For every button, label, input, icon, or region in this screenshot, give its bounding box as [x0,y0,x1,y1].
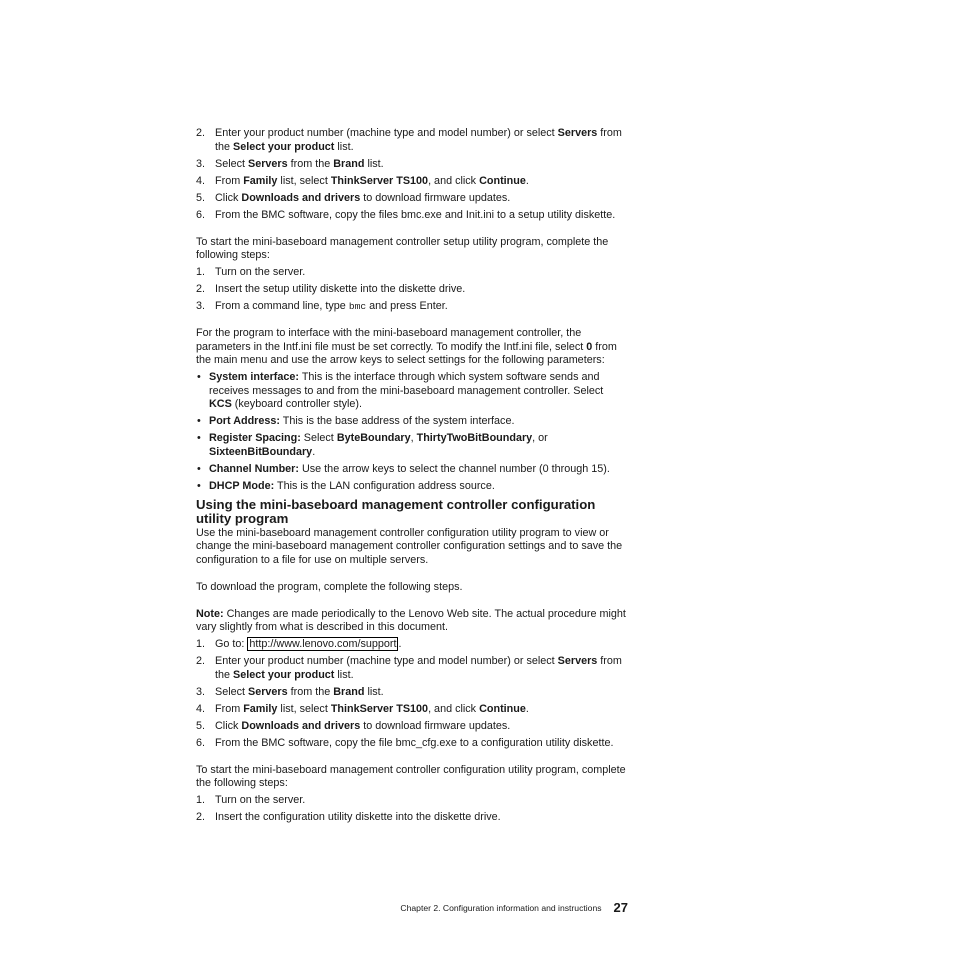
list-item: 2. Enter your product number (machine type and model number) or select Servers from the Select your product list. [196,655,622,681]
list-item: 3. Select Servers from the Brand list. [196,685,384,698]
page-footer [196,900,628,915]
chapter-title: Chapter 2. Configuration information and instructions [400,903,602,913]
document-body [196,127,628,828]
config-download-steps-list [196,638,628,750]
list-item: 5. Click Downloads and drivers to download firmware updates. [196,719,511,732]
list-item: • Channel Number: Use the arrow keys to select the channel number (0 through 15). [197,462,610,475]
download-steps-list [196,127,628,222]
config-steps-list [196,794,628,825]
list-item: • DHCP Mode: This is the LAN configuration address source. [197,479,495,492]
setup-intro-paragraph: To start the mini-baseboard management controller setup utility program, complete the following steps: [196,235,609,262]
parameter-list [196,371,628,493]
note-paragraph: Note: Changes are made periodically to the Lenovo Web site. The actual procedure might vary slightly from what is described in this document. [196,607,626,634]
list-item: 1. Turn on the server. [196,266,306,279]
list-item: 1. Go to: http://www.lenovo.com/support . [196,638,402,651]
list-item: 3. Select Servers from the Brand list. [196,157,384,170]
list-item: 4. From Family list, select ThinkServer TS100, and click Continue. [196,174,529,187]
intf-paragraph: For the program to interface with the mini-baseboard management controller, the parameters in the Intf.ini file must be set correctly. To modify the Intf.ini file, select 0 from the main menu and use the arrow keys to select settings for the following parameters: [196,327,617,367]
page-number: 27 [613,900,628,915]
list-item: • System interface: This is the interface through which system software sends and receives messages to and from the mini-baseboard management controller. Select KCS (keyboard controller style). [197,371,604,411]
list-item: • Register Spacing: Select ByteBoundary, ThirtyTwoBitBoundary, or SixteenBitBoundary. [197,432,548,458]
list-item: 6. From the BMC software, copy the file bmc_cfg.exe to a configuration utility diskette. [196,736,614,749]
list-item: 2. Insert the configuration utility diskette into the diskette drive. [196,811,501,824]
list-item: 5. Click Downloads and drivers to download firmware updates. [196,191,511,204]
config-start-paragraph: To start the mini-baseboard management controller configuration utility program, complete the following steps: [196,763,626,790]
download-paragraph: To download the program, complete the following steps. [196,580,463,593]
section-heading: Using the mini-baseboard management controller configuration utility program [196,496,596,526]
command-code: bmc [348,301,367,313]
list-item: 2. Enter your product number (machine type and model number) or select Servers from the Select your product list. [196,127,622,153]
setup-steps-list [196,266,628,314]
list-item: 4. From Family list, select ThinkServer TS100, and click Continue. [196,702,529,715]
config-intro-paragraph: Use the mini-baseboard management controller configuration utility program to view or change the mini-baseboard management controller configuration settings and to save the configuration to a file for use on multiple servers. [196,526,623,566]
list-item: 3. From a command line, type bmc and press Enter. [196,300,448,313]
list-item: 1. Turn on the server. [196,794,306,807]
lenovo-support-link[interactable]: http://www.lenovo.com/support [249,638,397,651]
list-item: • Port Address: This is the base address of the system interface. [197,415,515,428]
list-item: 2. Insert the setup utility diskette into the diskette drive. [196,283,466,296]
list-item: 6. From the BMC software, copy the files bmc.exe and Init.ini to a setup utility diskette. [196,208,616,221]
